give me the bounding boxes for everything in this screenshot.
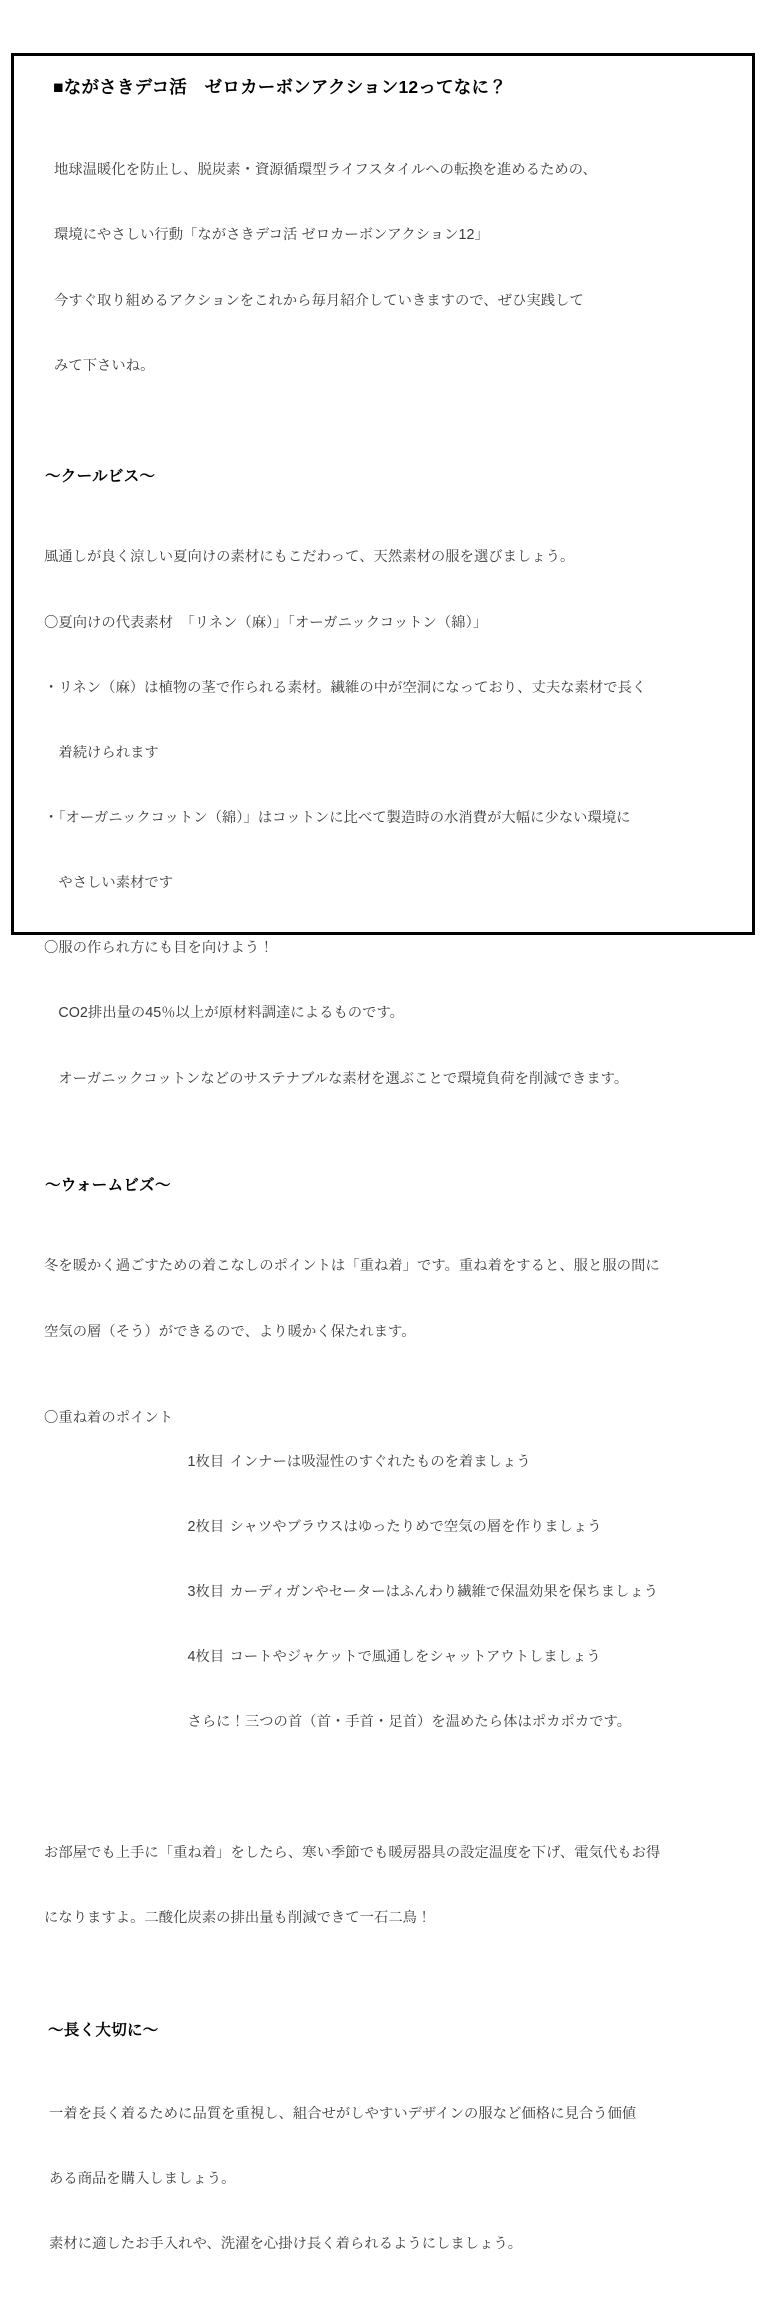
layering-extra-note: さらに！三つの首（首・手首・足首）を温めたら体はポカポカです。 [187, 1714, 632, 1731]
layer-description: インナーは吸湿性のすぐれたものを着ましょう [229, 1453, 531, 1470]
warmbiz-closing-line-1: お部屋でも上手に「重ね着」をしたら、寒い季節でも暖房器具の設定温度を下げ、電気代もお得 [44, 1844, 661, 1861]
layer-number: 3枚目 [187, 1584, 225, 1601]
warmbiz-line-2: 空気の層（そう）ができるので、より暖かく保たれます。 [44, 1323, 416, 1340]
intro-paragraph [54, 117, 734, 421]
layer-description: シャツやブラウスはゆったりめで空気の層を作りましょう [229, 1519, 602, 1535]
longuse-line-2: ある商品を購入しましょう。 [49, 2170, 236, 2187]
layer-item [187, 1452, 734, 1474]
intro-line-2: 環境にやさしい行動「ながさきデコ活 ゼロカーボンアクション12」 [54, 227, 489, 244]
spacer-after-coolbiz-heading [41, 487, 734, 504]
spacer-after-title [41, 99, 734, 117]
warmbiz-closing-line-2: になりますよ。二酸化炭素の排出量も削減できて一石二鳥！ [44, 1909, 432, 1926]
layer-item [187, 1582, 734, 1604]
layer-item [187, 1647, 734, 1669]
content-frame-inner [14, 56, 752, 2252]
coolbiz-line-3: ・リネン（麻）は植物の茎で作られる素材。繊維の中が空洞になっており、丈夫な素材で長く [44, 679, 647, 696]
layering-rows [187, 1408, 734, 1777]
coolbiz-line-9: オーガニックコットンなどのサステナブルな素材を選ぶことで環境負荷を削減できます。 [44, 1070, 629, 1087]
spacer-before-warmbiz [41, 1134, 734, 1176]
layering-points-label: 〇重ね着のポイント [44, 1410, 188, 1427]
spacer-after-warmbiz-heading [41, 1196, 734, 1213]
layer-item [187, 1517, 734, 1539]
coolbiz-line-5: ・「オーガニックコットン（綿）」はコットンに比べて製造時の水消費が大幅に少ない環境に [44, 810, 631, 827]
layer-number: 1枚目 [187, 1453, 225, 1470]
longuse-body [49, 2060, 734, 2299]
section-heading-coolbiz: 〜クールビス〜 [45, 467, 156, 485]
coolbiz-line-8: CO2排出量の45％以上が原材料調達によるものです。 [44, 1005, 405, 1022]
coolbiz-line-2: 〇夏向けの代表素材 「リネン（麻）」「オーガニックコットン（綿）」 [44, 614, 488, 631]
coolbiz-line-1: 風通しが良く涼しい夏向けの素材にもこだわって、天然素材の服を選びましょう。 [44, 549, 575, 566]
section-heading-longuse: 〜長く大切に〜 [48, 2022, 159, 2040]
layer-number: 2枚目 [187, 1519, 225, 1535]
spacer-before-coolbiz [41, 421, 734, 467]
layer-number: 4枚目 [187, 1649, 225, 1666]
coolbiz-body [44, 504, 734, 1134]
longuse-line-3: 素材に適したお手入れや、洗濯を心掛け長く着られるようにしましょう。 [49, 2235, 523, 2252]
coolbiz-line-6: やさしい素材です [44, 875, 174, 892]
layer-description: コートやジャケットで風通しをシャットアウトしましょう [229, 1649, 601, 1666]
document-title: ■ながさきデコ活 ゼロカーボンアクション12ってなに？ [53, 77, 507, 97]
section-heading-warmbiz: 〜ウォームビズ〜 [45, 1176, 171, 1194]
intro-line-4: みて下さいね。 [54, 357, 155, 374]
warmbiz-line-1: 冬を暖かく過ごすための着こなしのポイントは「重ね着」です。重ね着をすると、服と服の間に [44, 1258, 660, 1275]
longuse-line-1: 一着を長く着るために品質を重視し、組合せがしやすいデザインの服など価格に見合う価値 [49, 2105, 637, 2122]
spacer-before-longuse [41, 1973, 734, 2021]
coolbiz-line-4: 着続けられます [44, 744, 159, 761]
intro-line-1: 地球温暖化を防止し、脱炭素・資源循環型ライフスタイルへの転換を進めるための、 [54, 162, 597, 179]
intro-line-3: 今すぐ取り組めるアクションをこれから毎月紹介していきますので、ぜひ実践して [54, 292, 584, 309]
layer-description: カーディガンやセーターはふんわり繊維で保温効果を保ちましょう [229, 1584, 659, 1601]
spacer-after-longuse-heading [41, 2041, 734, 2060]
layering-points-list [44, 1408, 734, 1777]
content-frame-border [11, 53, 755, 2252]
warmbiz-body [44, 1213, 734, 1973]
coolbiz-line-7: 〇服の作られ方にも目を向けよう！ [44, 940, 274, 957]
